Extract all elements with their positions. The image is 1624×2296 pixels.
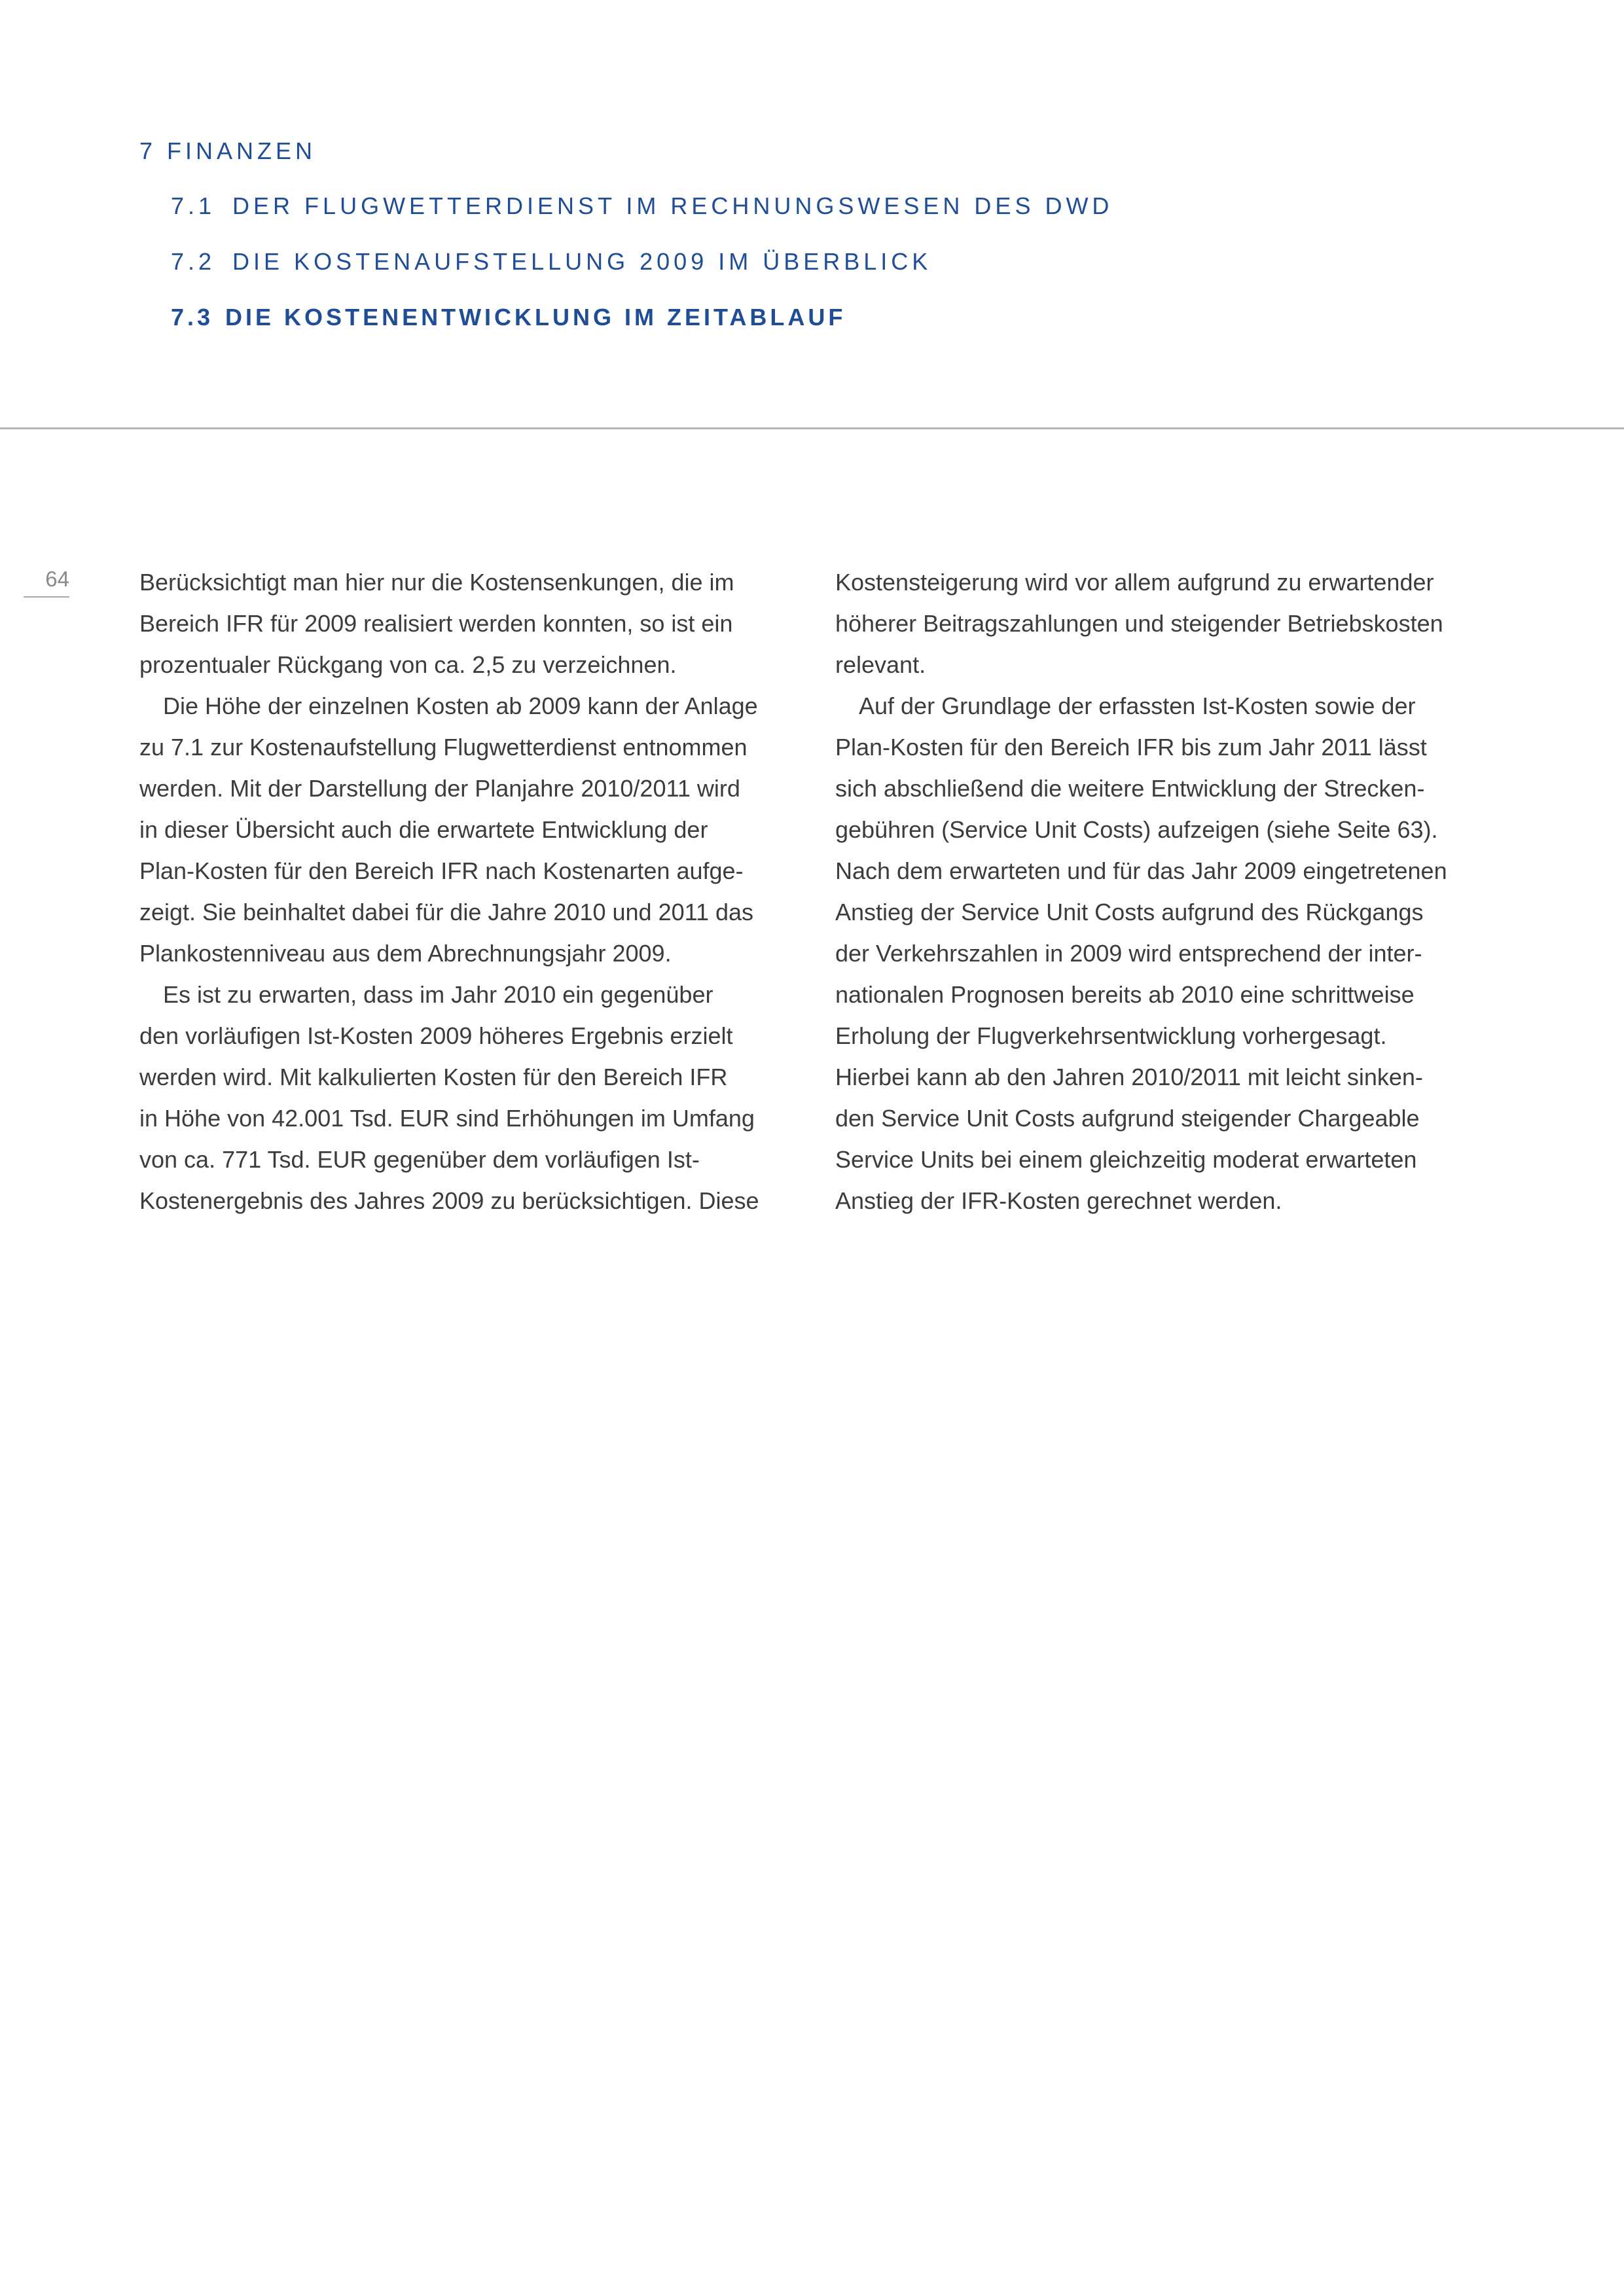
text-line: Die Höhe der einzelnen Kosten ab 2009 kann der Anlage (163, 692, 758, 719)
body-column-left (139, 562, 801, 1221)
text-line: von ca. 771 Tsd. EUR gegenüber dem vorläufigen Ist- (139, 1146, 700, 1173)
text-line: zu 7.1 zur Kostenaufstellung Flugwetterdienst entnommen (139, 734, 748, 761)
text-line: Hierbei kann ab den Jahren 2010/2011 mit leicht sinken- (835, 1064, 1423, 1090)
toc-section-7-3-active[interactable] (171, 306, 846, 329)
body-column-right (835, 562, 1496, 1221)
text-line: den vorläufigen Ist-Kosten 2009 höheres Ergebnis erzielt (139, 1022, 733, 1049)
text-line: nationalen Prognosen bereits ab 2010 eine schrittweise (835, 981, 1415, 1008)
text-line: Plan-Kosten für den Bereich IFR bis zum Jahr 2011 lässt (835, 734, 1427, 761)
toc-section-7-2[interactable] (171, 250, 931, 274)
text-line: werden wird. Mit kalkulierten Kosten für den Bereich IFR (139, 1064, 728, 1090)
toc-section-title: DIE KOSTENAUFSTELLUNG 2009 IM ÜBERBLICK (232, 248, 932, 275)
text-line: Bereich IFR für 2009 realisiert werden konnten, so ist ein (139, 610, 733, 637)
text-line: höherer Beitragszahlungen und steigender Betriebskosten (835, 610, 1443, 637)
toc-chapter-heading[interactable] (139, 139, 316, 163)
page-number: 64 (24, 568, 69, 598)
text-line: Kostensteigerung wird vor allem aufgrund zu erwartender (835, 569, 1434, 596)
toc-section-title: DIE KOSTENENTWICKLUNG IM ZEITABLAUF (225, 304, 846, 331)
toc-section-number: 7.3 (171, 304, 214, 331)
toc-section-7-1[interactable] (171, 194, 1113, 218)
text-line: Plan-Kosten für den Bereich IFR nach Kostenarten aufge- (139, 857, 744, 884)
text-line: gebühren (Service Unit Costs) aufzeigen (siehe Seite 63). (835, 816, 1438, 843)
text-line: den Service Unit Costs aufgrund steigender Chargeable (835, 1105, 1420, 1132)
text-line: Es ist zu erwarten, dass im Jahr 2010 ein gegenüber (163, 981, 713, 1008)
text-line: Kostenergebnis des Jahres 2009 zu berücksichtigen. Diese (139, 1187, 759, 1214)
text-line: Auf der Grundlage der erfassten Ist-Kosten sowie der (859, 692, 1416, 719)
text-line: Berücksichtigt man hier nur die Kostensenkungen, die im (139, 569, 734, 596)
text-line: werden. Mit der Darstellung der Planjahre 2010/2011 wird (139, 775, 740, 802)
text-line: Nach dem erwarteten und für das Jahr 2009 eingetretenen (835, 857, 1447, 884)
text-line: sich abschließend die weitere Entwicklung der Strecken- (835, 775, 1425, 802)
text-line: Erholung der Flugverkehrsentwicklung vorhergesagt. (835, 1022, 1387, 1049)
text-line: Service Units bei einem gleichzeitig moderat erwarteten (835, 1146, 1417, 1173)
text-line: der Verkehrszahlen in 2009 wird entsprechend der inter- (835, 940, 1422, 967)
text-line: prozentualer Rückgang von ca. 2,5 zu verzeichnen. (139, 651, 677, 678)
text-line: Anstieg der IFR-Kosten gerechnet werden. (835, 1187, 1282, 1214)
text-line: Plankostenniveau aus dem Abrechnungsjahr 2009. (139, 940, 672, 967)
toc-chapter-text: 7 FINANZEN (139, 137, 317, 164)
toc-section-number: 7.1 (171, 192, 216, 219)
toc-section-number: 7.2 (171, 248, 216, 275)
text-line: in dieser Übersicht auch die erwartete Entwicklung der (139, 816, 708, 843)
toc-section-title: DER FLUGWETTERDIENST IM RECHNUNGSWESEN DES DWD (232, 192, 1113, 219)
text-line: in Höhe von 42.001 Tsd. EUR sind Erhöhungen im Umfang (139, 1105, 755, 1132)
text-line: Anstieg der Service Unit Costs aufgrund des Rückgangs (835, 899, 1424, 925)
text-line: zeigt. Sie beinhaltet dabei für die Jahre 2010 und 2011 das (139, 899, 754, 925)
header-divider (0, 427, 1624, 429)
text-line: relevant. (835, 651, 926, 678)
